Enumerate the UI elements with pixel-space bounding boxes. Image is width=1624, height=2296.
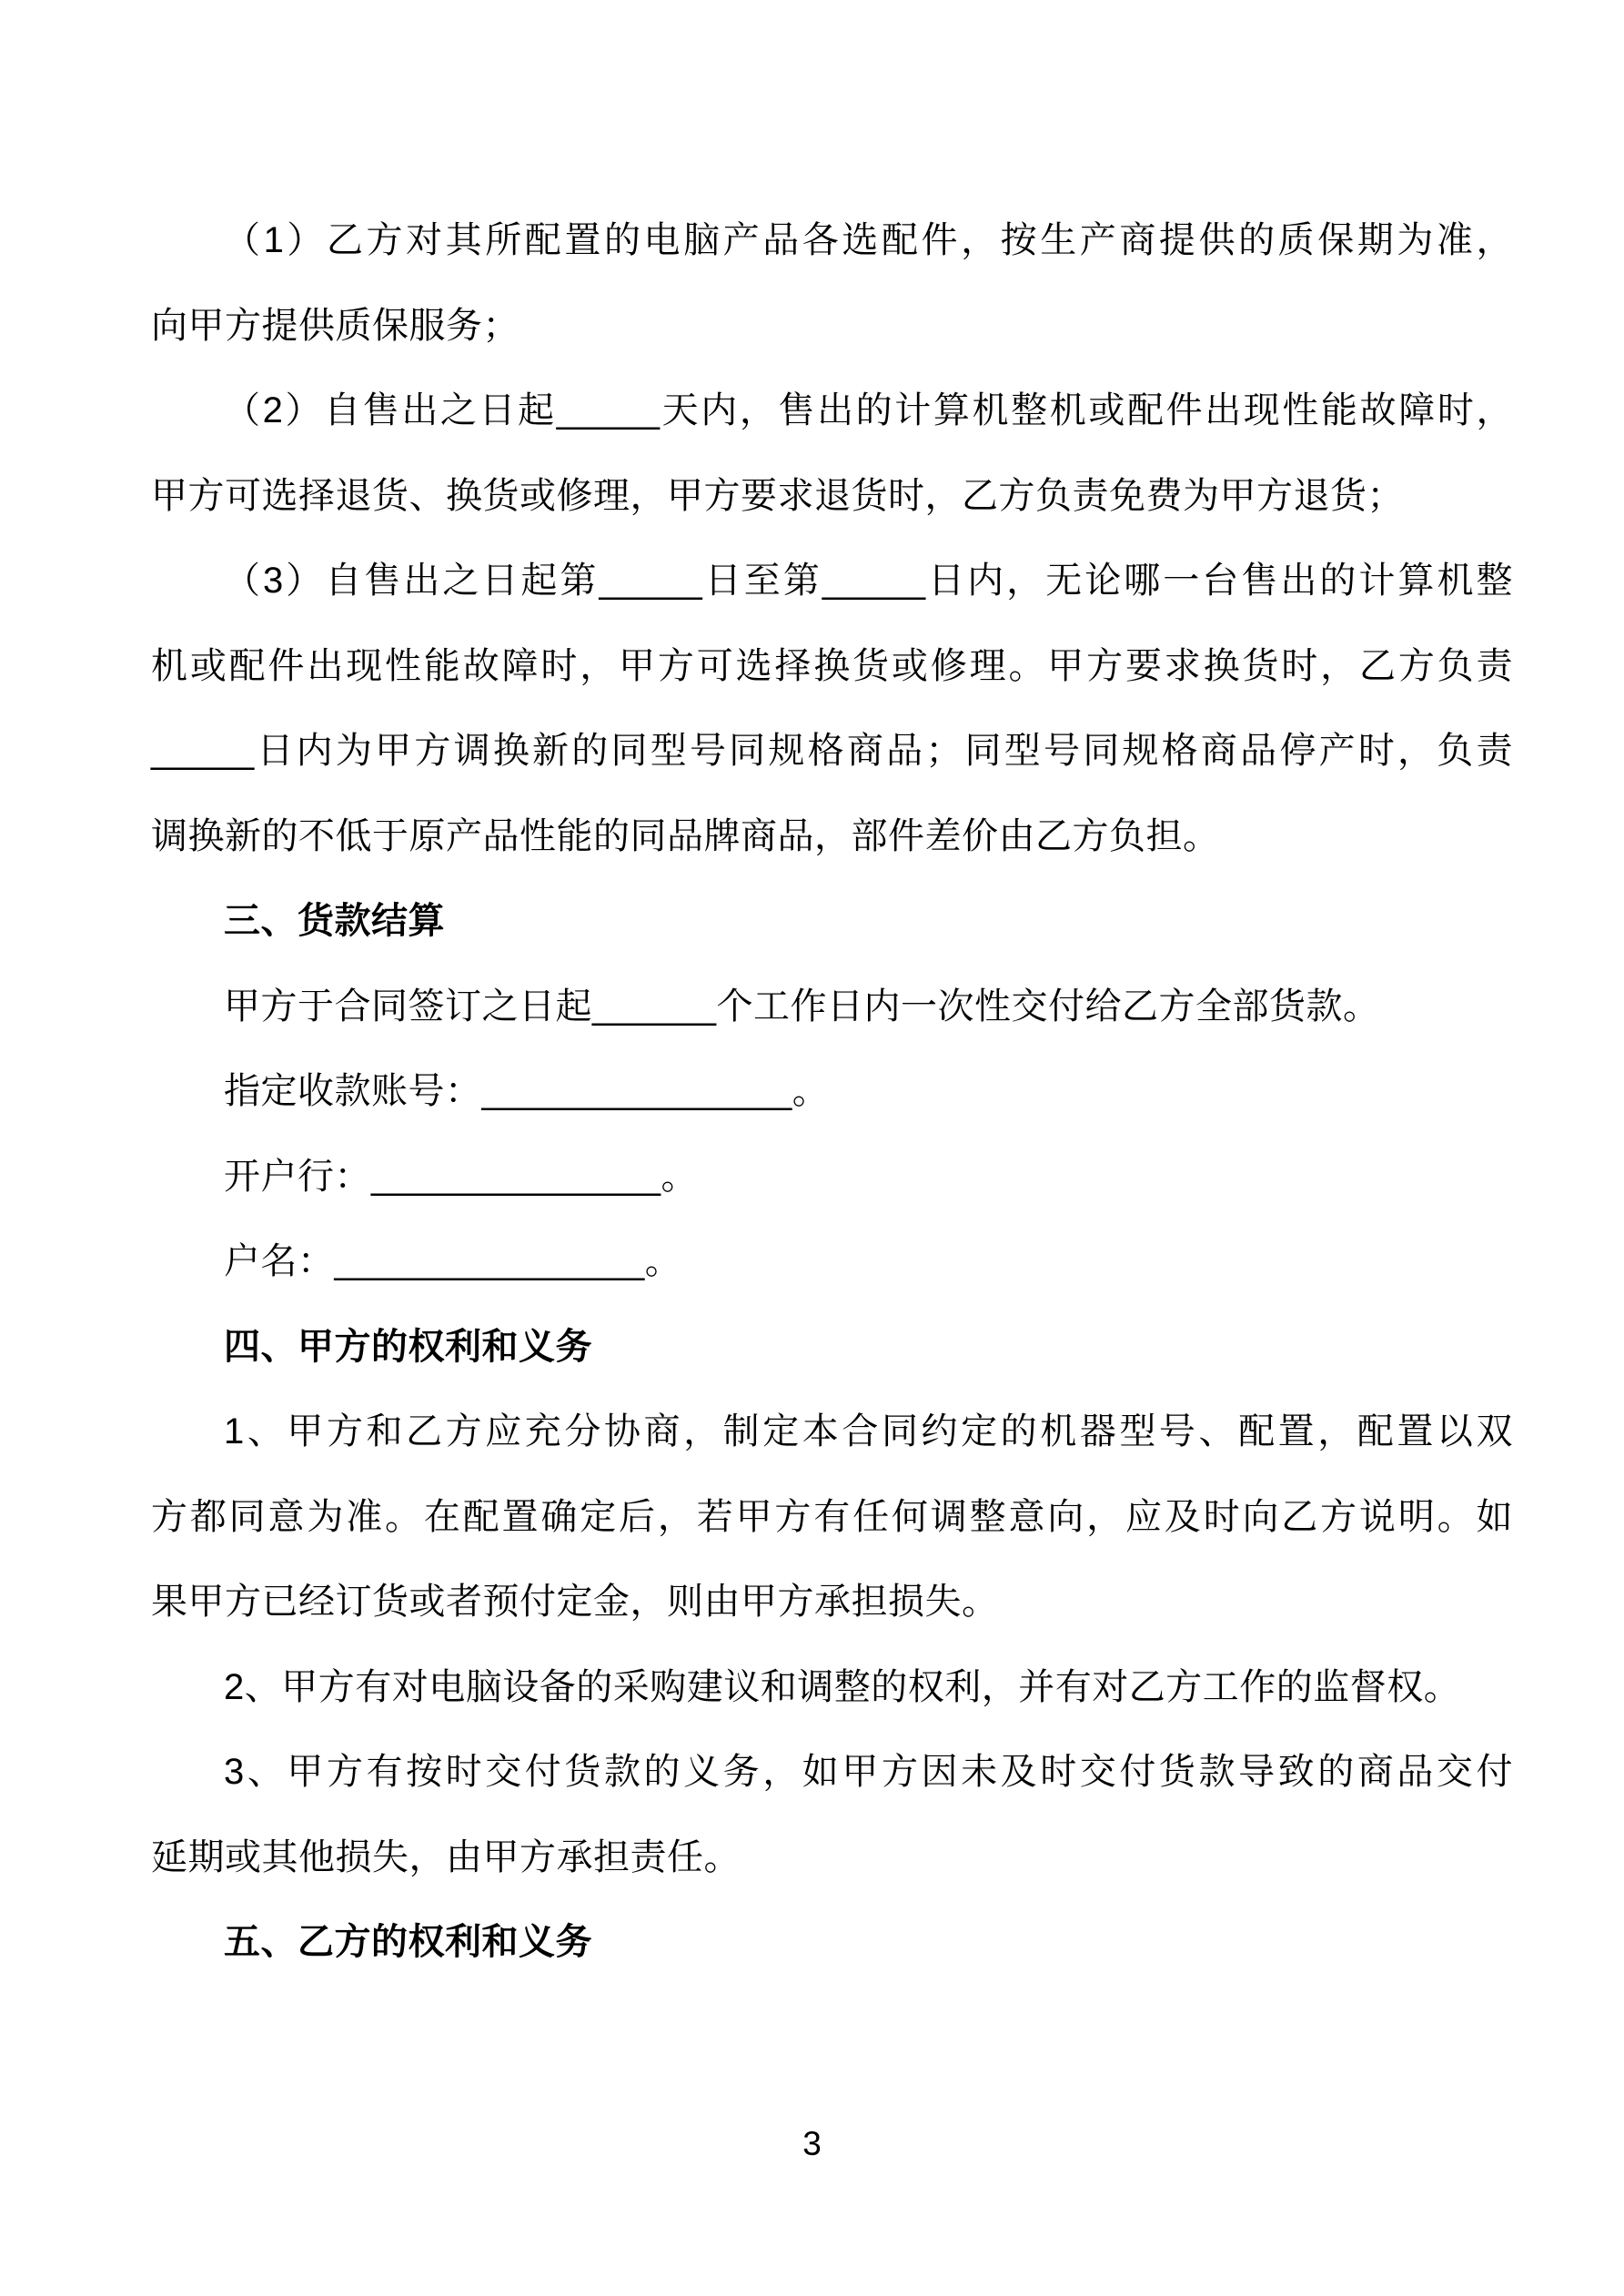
text-line: 机或配件出现性能故障时，甲方可选择换货或修理。甲方要求换货时，乙方负责 bbox=[151, 645, 1513, 686]
page-number: 3 bbox=[802, 2125, 822, 2162]
section-heading: 五、乙方的权利和义务 bbox=[224, 1922, 592, 1962]
text-line: （3）自售出之日起第_____日至第_____日内，无论哪一台售出的计算机整 bbox=[224, 561, 1513, 601]
text-line: （2）自售出之日起_____天内，售出的计算机整机或配件出现性能故障时， bbox=[224, 390, 1513, 430]
text-line: （1）乙方对其所配置的电脑产品各选配件，按生产商提供的质保期为准， bbox=[224, 220, 1513, 260]
document-lines bbox=[151, 198, 1513, 1986]
section-heading: 四、甲方的权利和义务 bbox=[224, 1326, 592, 1367]
text-line: 向甲方提供质保服务； bbox=[151, 305, 519, 346]
text-line: 调换新的不低于原产品性能的同品牌商品，部件差价由乙方负担。 bbox=[151, 815, 1220, 856]
text-line: 甲方可选择退货、换货或修理，甲方要求退货时，乙方负责免费为甲方退货； bbox=[151, 475, 1404, 516]
text-line: 开户行：______________。 bbox=[224, 1156, 698, 1197]
text-line: 户名：_______________。 bbox=[224, 1241, 682, 1281]
text-line: 指定收款账号：_______________。 bbox=[224, 1071, 830, 1111]
text-line: 1、甲方和乙方应充分协商，制定本合同约定的机器型号、配置，配置以双 bbox=[224, 1411, 1513, 1451]
text-line: 方都同意为准。在配置确定后，若甲方有任何调整意向，应及时向乙方说明。如 bbox=[151, 1496, 1513, 1537]
text-line: _____日内为甲方调换新的同型号同规格商品；同型号同规格商品停产时，负责 bbox=[151, 731, 1513, 771]
text-line: 3、甲方有按时交付货款的义务，如甲方因未及时交付货款导致的商品交付 bbox=[224, 1752, 1513, 1792]
text-line: 果甲方已经订货或者预付定金，则由甲方承担损失。 bbox=[151, 1582, 999, 1622]
text-line: 甲方于合同签订之日起______个工作日内一次性交付给乙方全部货款。 bbox=[224, 986, 1380, 1027]
text-line: 延期或其他损失，由甲方承担责任。 bbox=[151, 1836, 741, 1877]
section-heading: 三、货款结算 bbox=[224, 901, 445, 941]
text-line: 2、甲方有对电脑设备的采购建议和调整的权利，并有对乙方工作的监督权。 bbox=[224, 1666, 1461, 1707]
